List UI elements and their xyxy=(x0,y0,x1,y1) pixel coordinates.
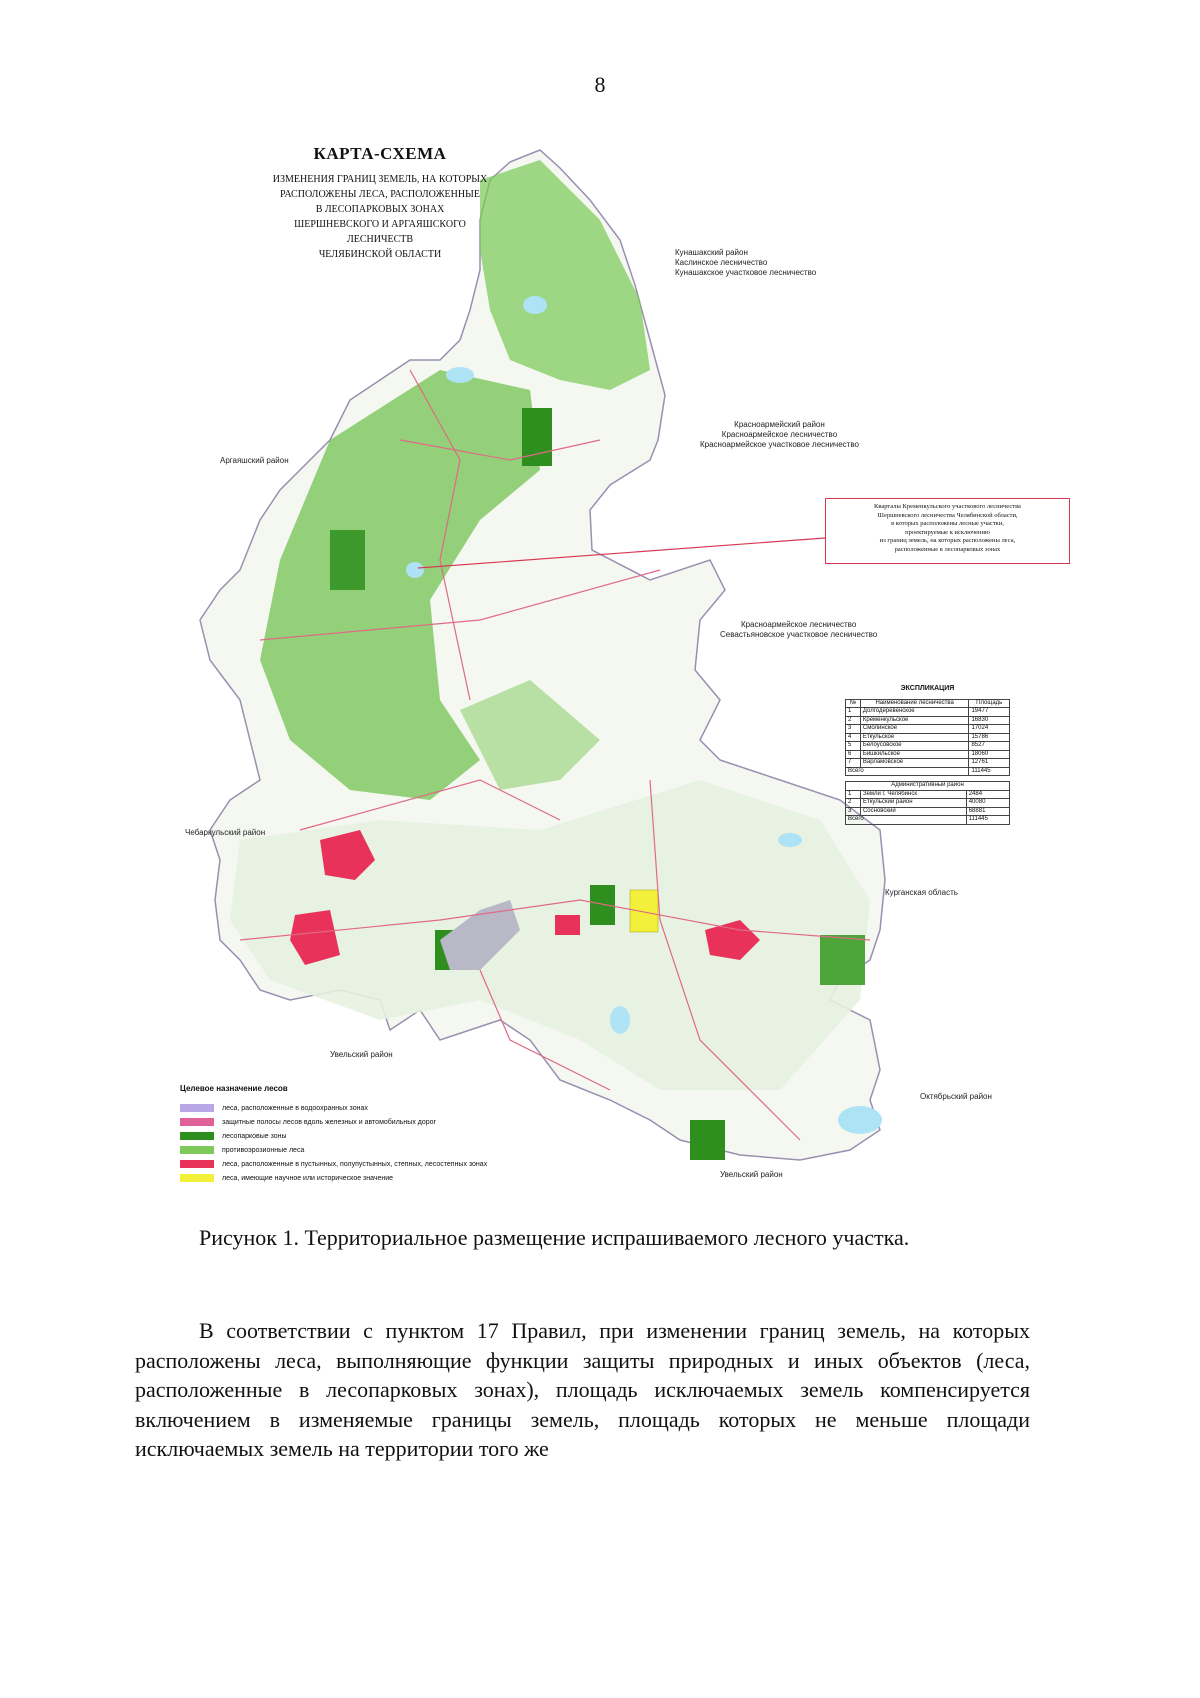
column-header: № xyxy=(846,699,861,708)
table-cell: 2484 xyxy=(966,790,1009,799)
table-total-row xyxy=(846,816,1010,825)
table-cell: Варламовское xyxy=(860,759,969,768)
explication-table xyxy=(845,699,1010,777)
table-cell: 16830 xyxy=(969,716,1010,725)
table-row xyxy=(846,733,1010,742)
legend-item xyxy=(180,1129,640,1143)
legend-swatch xyxy=(180,1118,214,1126)
legend-swatch xyxy=(180,1160,214,1168)
legend-label: леса, расположенные в пустынных, полупустынных, степных, лесостепных зонах xyxy=(222,1160,488,1168)
table-row xyxy=(846,759,1010,768)
table-row xyxy=(846,750,1010,759)
callout-box: Кварталы Кременкульского участкового лесничества Шершневского лесничества Челябинской области, в которых расположены лесные участки, проектируемые к исключению из границ земель, на которых расположены леса, расположенные в лесопарковых зонах xyxy=(825,498,1070,564)
lesopark-block-2 xyxy=(330,530,365,590)
table-cell: 7 xyxy=(846,759,861,768)
historic-forest xyxy=(630,890,658,932)
lake-4 xyxy=(778,833,802,847)
figure-caption: Рисунок 1. Территориальное размещение испрашиваемого лесного участка. xyxy=(199,1225,910,1250)
lesopark-block-4 xyxy=(590,885,615,925)
legend-item xyxy=(180,1171,640,1185)
table-cell: Сосновский xyxy=(860,807,966,816)
lesopark-block-5 xyxy=(690,1120,725,1160)
table-cell: 15786 xyxy=(969,733,1010,742)
region-label-kurgan: Курганская область xyxy=(885,888,958,897)
table-row xyxy=(846,790,1010,799)
legend-item xyxy=(180,1157,640,1171)
explication-title: ЭКСПЛИКАЦИЯ xyxy=(900,685,955,692)
legend-item xyxy=(180,1143,640,1157)
table-cell: 17024 xyxy=(969,725,1010,734)
steppe-forest-4 xyxy=(555,915,580,935)
table-cell: 40080 xyxy=(966,799,1009,808)
legend-swatch xyxy=(180,1104,214,1112)
table-cell: 111445 xyxy=(969,767,1010,776)
table-cell: 8527 xyxy=(969,742,1010,751)
region-label-argayash: Аргаяшский район xyxy=(220,456,289,465)
table-row xyxy=(846,716,1010,725)
legend-label: леса, расположенные в водоохранных зонах xyxy=(222,1104,368,1112)
table-cell: 1 xyxy=(846,790,861,799)
table-row xyxy=(846,742,1010,751)
lake-2 xyxy=(446,367,474,383)
table-cell: 6 xyxy=(846,750,861,759)
legend-item xyxy=(180,1101,640,1115)
table-header-row xyxy=(846,782,1010,791)
map-title: КАРТА-СХЕМА xyxy=(313,144,447,163)
table-cell: 68881 xyxy=(966,807,1009,816)
table-cell: 111445 xyxy=(966,816,1009,825)
map-subtitle: ИЗМЕНЕНИЯ ГРАНИЦ ЗЕМЕЛЬ, НА КОТОРЫХ РАСПОЛОЖЕНЫ ЛЕСА, РАСПОЛОЖЕННЫЕ В ЛЕСОПАРКОВЫХ ЗОНАХ ШЕРШНЕВСКОГО И АРГАЯШСКОГО ЛЕСНИЧЕСТВ ЧЕЛЯБИНСКОЙ ОБЛАСТИ xyxy=(272,174,488,260)
table-cell: 19477 xyxy=(969,708,1010,717)
table-cell: Долгодеревенское xyxy=(860,708,969,717)
legend-item xyxy=(180,1115,640,1129)
table-cell: 18060 xyxy=(969,750,1010,759)
legend-label: леса, имеющие научное или историческое значение xyxy=(222,1174,394,1182)
table-row xyxy=(846,725,1010,734)
table-row xyxy=(846,708,1010,717)
map-legend xyxy=(180,1084,640,1185)
table-cell: Белоусовское xyxy=(860,742,969,751)
region-label-sevastyanovskoe: Красноармейское лесничество Севастьяновское участковое лесничество xyxy=(720,620,878,639)
lesopark-block-1 xyxy=(522,408,552,466)
table-header-row xyxy=(846,699,1010,708)
legend-label: защитные полосы лесов вдоль железных и автомобильных дорог xyxy=(222,1118,437,1126)
lake-3 xyxy=(406,562,424,578)
table-cell: 5 xyxy=(846,742,861,751)
table-cell: Еткульский район xyxy=(860,799,966,808)
body-paragraph: В соответствии с пунктом 17 Правил, при изменении границ земель, на которых расположены леса, выполняющие функции защиты природных и иных объектов (леса, расположенные в лесопарковых зонах), площадь исключаемых земель компенсируется включением в изменяемые границы земель, площадь которых не меньше площади исключаемых земель на территории того же xyxy=(135,1318,1030,1462)
table-cell: 4 xyxy=(846,733,861,742)
column-header: Наименование лесничества xyxy=(860,699,969,708)
table-cell: 12761 xyxy=(969,759,1010,768)
page-number: 8 xyxy=(594,72,606,97)
explication xyxy=(845,685,1010,825)
table-cell: Земли г. Челябинск xyxy=(860,790,966,799)
lake-5 xyxy=(838,1106,882,1134)
region-label-chebarkul: Чебаркульский район xyxy=(185,828,266,837)
table-total-row xyxy=(846,767,1010,776)
table-cell: 3 xyxy=(846,725,861,734)
column-header: Площадь xyxy=(969,699,1010,708)
lake-1 xyxy=(523,296,547,314)
table-cell: 2 xyxy=(846,716,861,725)
admin-table xyxy=(845,781,1010,825)
table-cell: Всего xyxy=(846,767,969,776)
legend-swatch xyxy=(180,1174,214,1182)
table-cell: Смолинское xyxy=(860,725,969,734)
map-figure xyxy=(180,140,1100,1320)
table-cell: Всего xyxy=(846,816,967,825)
table-row xyxy=(846,799,1010,808)
legend-label: лесопарковые зоны xyxy=(222,1132,287,1140)
lake-6 xyxy=(610,1006,630,1034)
table-cell: 3 xyxy=(846,807,861,816)
legend-swatch xyxy=(180,1146,214,1154)
table-row xyxy=(846,807,1010,816)
region-label-oktyabrsky: Октябрьский район xyxy=(920,1092,992,1101)
table-cell: 1 xyxy=(846,708,861,717)
region-label-krasnoarmeisky: Красноармейский район Красноармейское лесничество Красноармейское участковое лесничество xyxy=(700,420,859,449)
legend-label: противоэрозионные леса xyxy=(222,1146,305,1154)
legend-swatch xyxy=(180,1132,214,1140)
region-label-kunashak: Кунашакский район Каслинское лесничество Кунашакское участковое лесничество xyxy=(675,248,817,277)
region-label-uvelsky-left: Увельский район xyxy=(330,1050,393,1059)
table-cell: 2 xyxy=(846,799,861,808)
lesopark-block-6 xyxy=(820,935,865,985)
table-cell: Еткульское xyxy=(860,733,969,742)
column-header: Административный район xyxy=(846,782,1010,791)
table-cell: Бишкильское xyxy=(860,750,969,759)
region-label-uvelsky-bottom: Увельский район xyxy=(720,1170,783,1179)
table-cell: Кременкульское xyxy=(860,716,969,725)
legend-title: Целевое назначение лесов xyxy=(180,1084,288,1093)
